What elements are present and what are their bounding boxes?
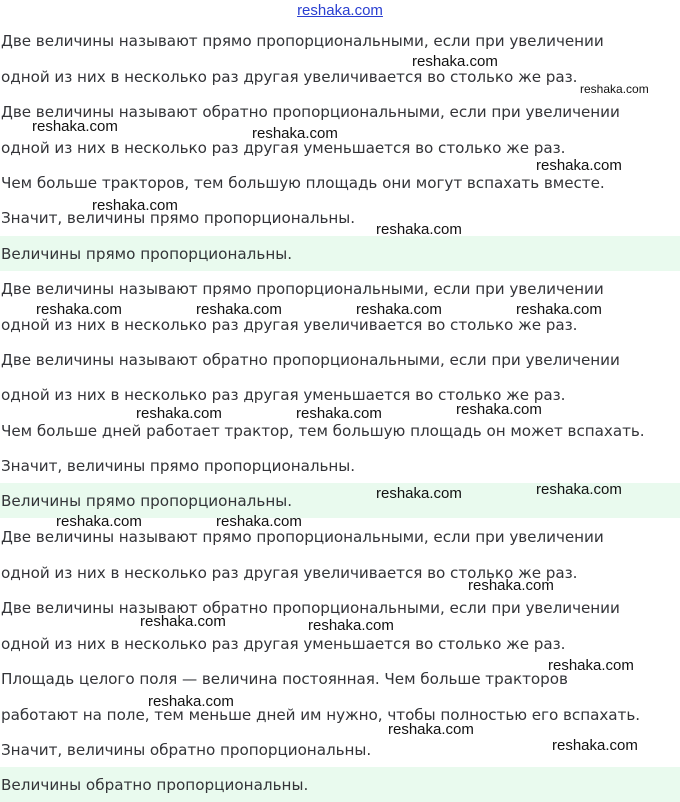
watermark: reshaka.com <box>56 513 142 530</box>
text-line: Две величины называют обратно пропорциональными, если при увеличении <box>1 599 620 617</box>
watermark: reshaka.com <box>296 405 382 422</box>
watermark: reshaka.com <box>536 157 622 174</box>
watermark: reshaka.com <box>92 197 178 214</box>
text-line: одной из них в несколько раз другая увеличивается во столько же раз. <box>1 316 578 334</box>
answer-box <box>0 236 680 271</box>
watermark: reshaka.com <box>252 125 338 142</box>
watermark: reshaka.com <box>388 721 474 738</box>
text-line: Значит, величины обратно пропорциональны. <box>1 741 372 759</box>
watermark: reshaka.com <box>412 53 498 70</box>
watermark: reshaka.com <box>580 82 649 96</box>
text-line: Две величины называют обратно пропорциональными, если при увеличении <box>1 351 620 369</box>
text-line: одной из них в несколько раз другая увеличивается во столько же раз. <box>1 68 578 86</box>
watermark: reshaka.com <box>148 693 234 710</box>
site-link[interactable]: reshaka.com <box>297 2 383 19</box>
watermark: reshaka.com <box>468 577 554 594</box>
text-line: одной из них в несколько раз другая уменьшается во столько же раз. <box>1 635 566 653</box>
text-line: Значит, величины прямо пропорциональны. <box>1 457 355 475</box>
watermark: reshaka.com <box>140 613 226 630</box>
watermark: reshaka.com <box>32 118 118 135</box>
watermark: reshaka.com <box>456 401 542 418</box>
text-line: Две величины называют обратно пропорциональными, если при увеличении <box>1 103 620 121</box>
text-line: Чем больше дней работает трактор, тем большую площадь он может вспахать. <box>1 422 645 440</box>
watermark: reshaka.com <box>536 481 622 498</box>
watermark: reshaka.com <box>36 301 122 318</box>
answer-box <box>0 767 680 802</box>
text-line: Две величины называют прямо пропорциональными, если при увеличении <box>1 528 604 546</box>
text-line: работают на поле, тем меньше дней им нужно, чтобы полностью его вспахать. <box>1 706 641 724</box>
text-line: одной из них в несколько раз другая уменьшается во столько же раз. <box>1 139 566 157</box>
watermark: reshaka.com <box>516 301 602 318</box>
text-line: Чем больше тракторов, тем большую площадь они могут вспахать вместе. <box>1 174 605 192</box>
watermark: reshaka.com <box>376 221 462 238</box>
text-line: Две величины называют прямо пропорциональными, если при увеличении <box>1 280 604 298</box>
text-line: Две величины называют прямо пропорциональными, если при увеличении <box>1 32 604 50</box>
watermark: reshaka.com <box>136 405 222 422</box>
watermark: reshaka.com <box>376 485 462 502</box>
answer-text: Величины прямо пропорциональны. <box>1 245 293 263</box>
answer-text: Величины обратно пропорциональны. <box>1 776 309 794</box>
text-line: Значит, величины прямо пропорциональны. <box>1 209 355 227</box>
text-line: Площадь целого поля — величина постоянная. Чем больше тракторов <box>1 670 568 688</box>
watermark: reshaka.com <box>308 617 394 634</box>
watermark: reshaka.com <box>216 513 302 530</box>
watermark: reshaka.com <box>552 737 638 754</box>
text-line: одной из них в несколько раз другая увеличивается во столько же раз. <box>1 564 578 582</box>
watermark: reshaka.com <box>356 301 442 318</box>
text-line: одной из них в несколько раз другая уменьшается во столько же раз. <box>1 386 566 404</box>
watermark: reshaka.com <box>548 657 634 674</box>
answer-text: Величины прямо пропорциональны. <box>1 492 293 510</box>
watermark: reshaka.com <box>196 301 282 318</box>
